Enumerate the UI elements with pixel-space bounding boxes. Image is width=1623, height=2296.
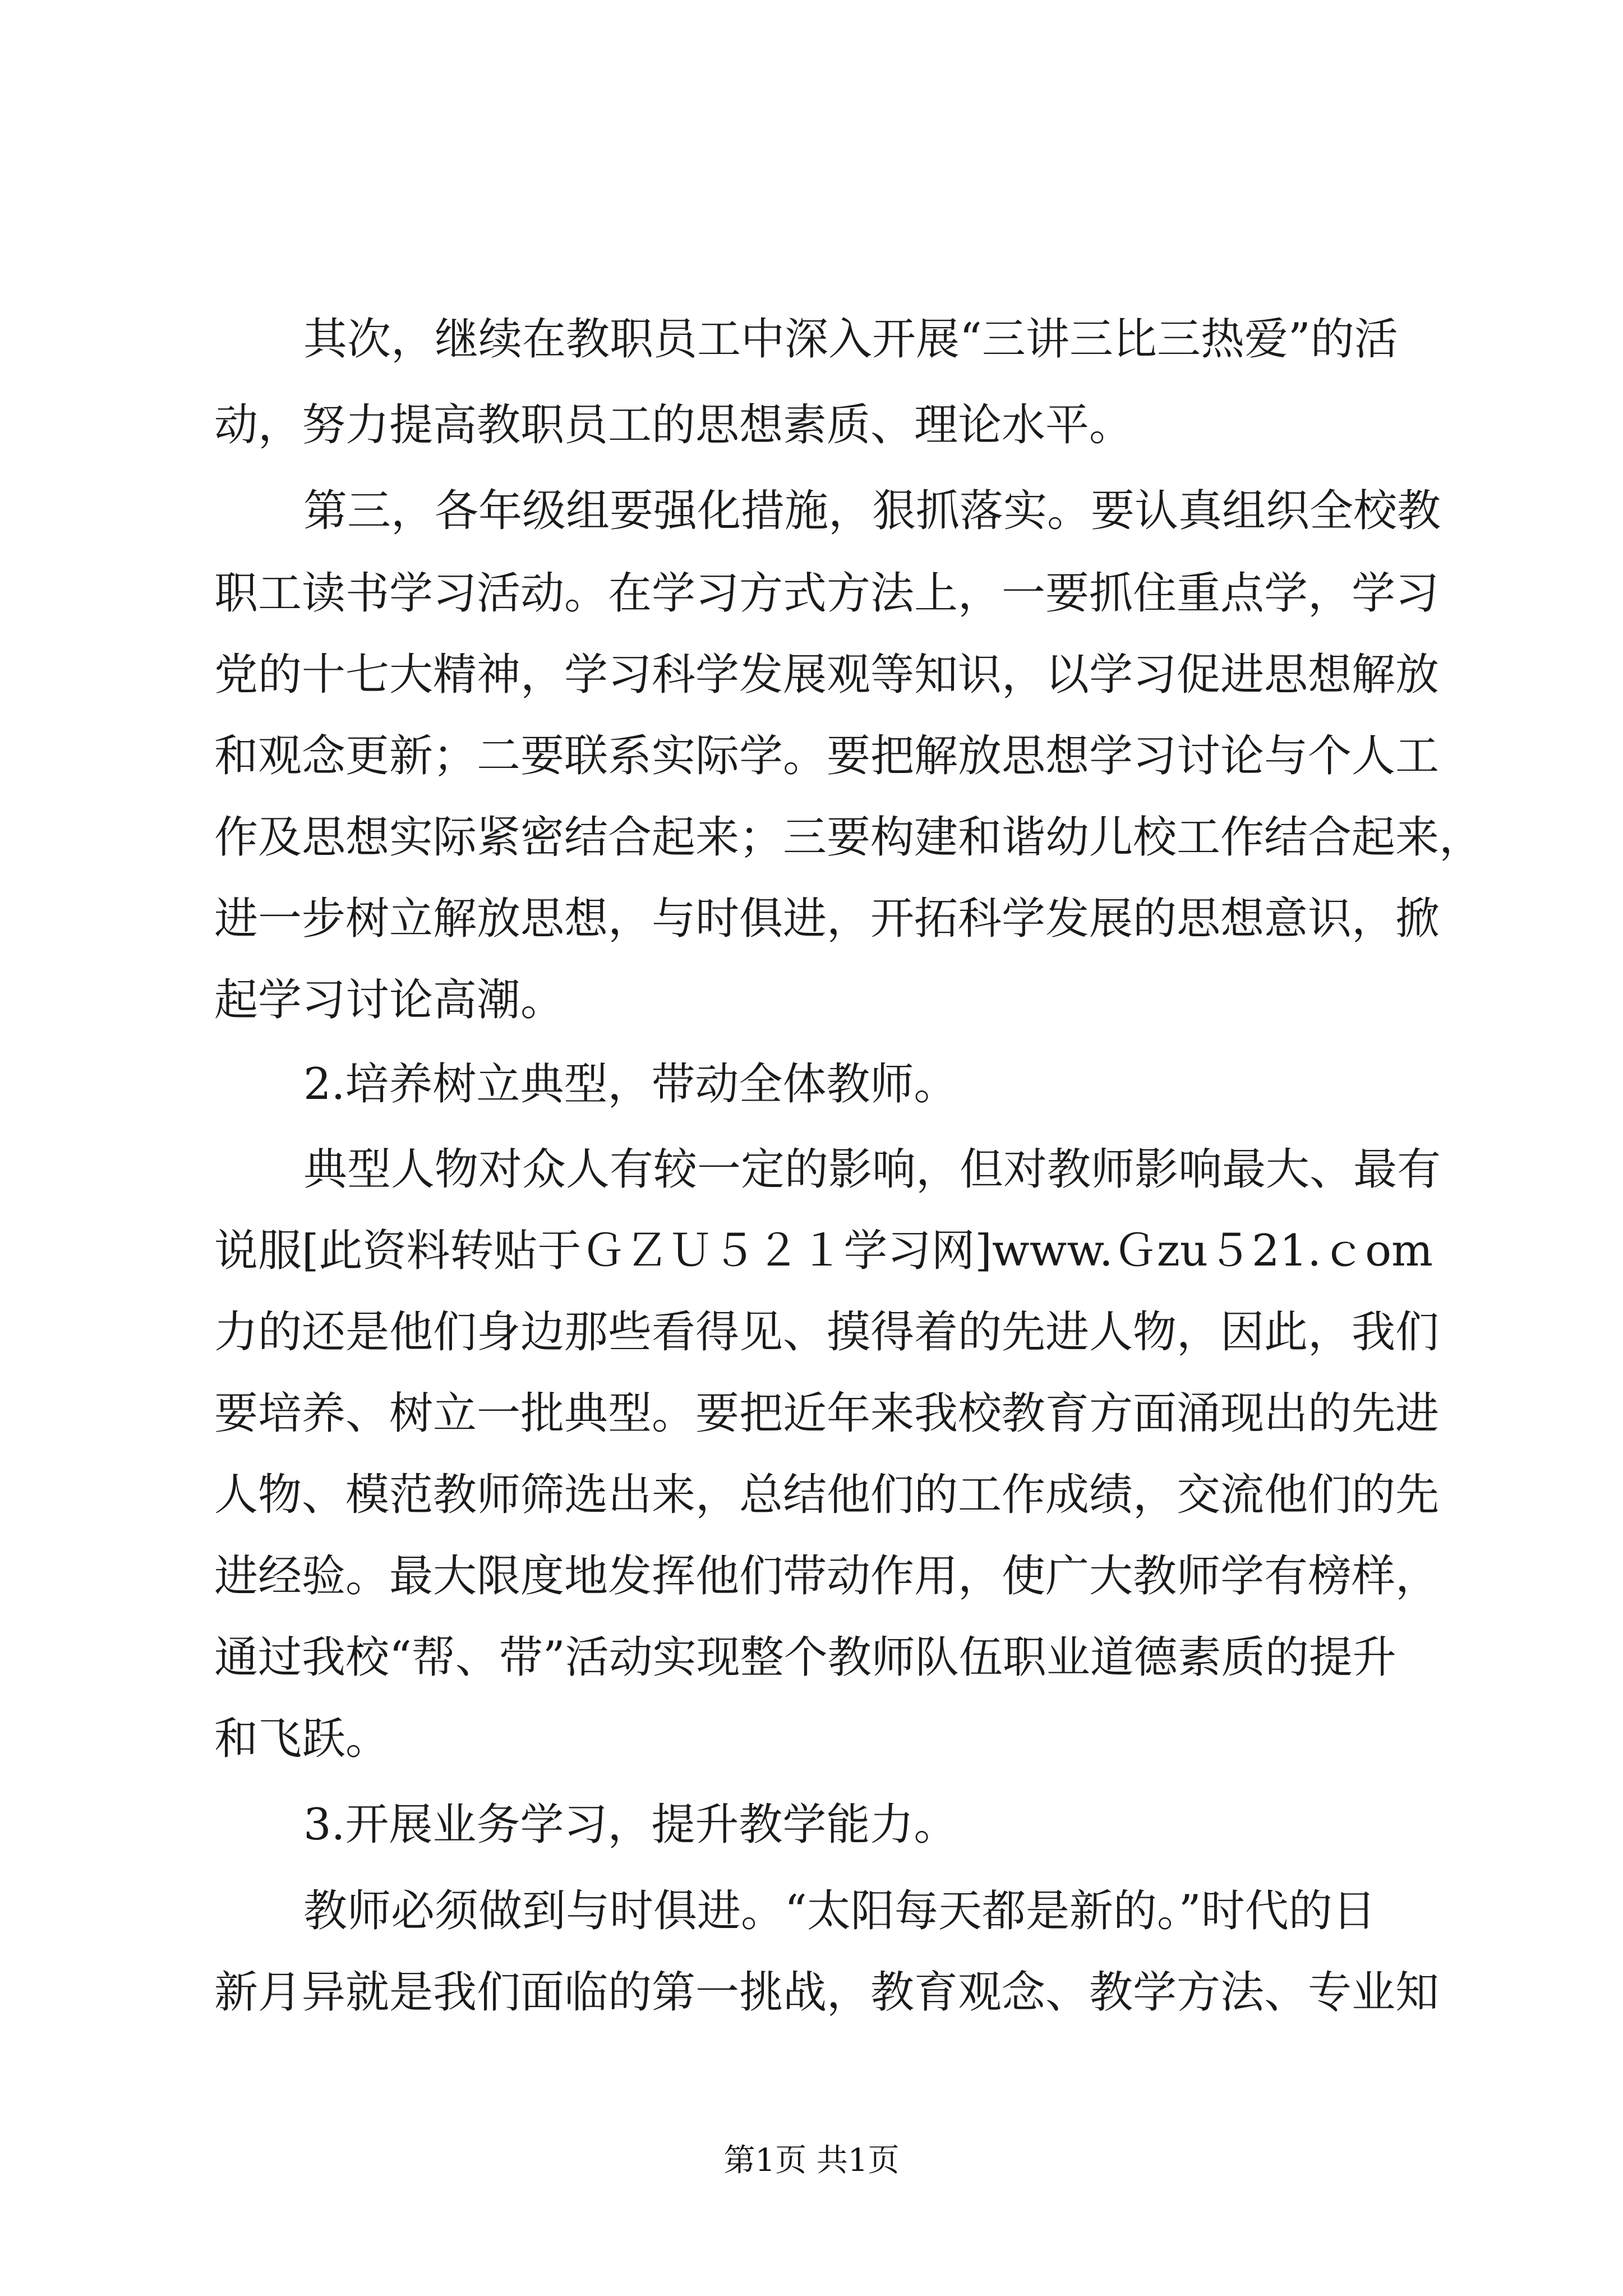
text-line: 党的十七大精神，学习科学发展观等知识，以学习促进思想解放 [214,650,1440,700]
text-line: 进经验。最大限度地发挥他们带动作用，使广大教师学有榜样， [214,1551,1440,1602]
text-line: 起学习讨论高潮。 [214,975,565,1025]
text-line: 动，努力提高教职员工的思想素质、理论水平。 [214,400,1133,450]
text-line: 力的还是他们身边那些看得见、摸得着的先进人物，因此，我们 [214,1307,1440,1358]
text-line: 人物、模范教师筛选出来，总结他们的工作成绩，交流他们的先 [214,1470,1440,1520]
text-line: 要培养、树立一批典型。要把近年来我校教育方面涌现出的先进 [214,1388,1440,1439]
text-line: 新月异就是我们面临的第一挑战，教育观念、教学方法、专业知 [214,1967,1440,2018]
text-line: 作及思想实际紧密结合起来；三要构建和谐幼儿校工作结合起来， [214,812,1483,863]
text-line: 说服[此资料转贴于ＧＺＵ５２１学习网]www.Ｇzu５21.ｃom [214,1226,1433,1276]
text-line: 其次，继续在教职员工中深入开展“三讲三比三热爱”的活 [303,314,1398,365]
text-line: 第三，各年级组要强化措施，狠抓落实。要认真组织全校教 [303,486,1441,536]
text-line: 进一步树立解放思想，与时俱进，开拓科学发展的思想意识，掀 [214,894,1440,944]
section-heading: 2.培养树立典型，带动全体教师。 [303,1059,958,1110]
text-line: 和观念更新；二要联系实际学。要把解放思想学习讨论与个人工 [214,731,1440,781]
text-line: 通过我校“帮、带”活动实现整个教师队伍职业道德素质的提升 [214,1632,1396,1683]
text-line: 教师必须做到与时俱进。“太阳每天都是新的。”时代的日 [303,1886,1376,1936]
text-line: 和飞跃。 [214,1714,390,1764]
text-line: 典型人物对众人有较一定的影响，但对教师影响最大、最有 [303,1144,1441,1195]
text-line: 职工读书学习活动。在学习方式方法上，一要抓住重点学，学习 [214,568,1440,619]
page-footer: 第1页 共1页 [723,2142,900,2179]
section-heading: 3.开展业务学习，提升教学能力。 [303,1800,958,1850]
